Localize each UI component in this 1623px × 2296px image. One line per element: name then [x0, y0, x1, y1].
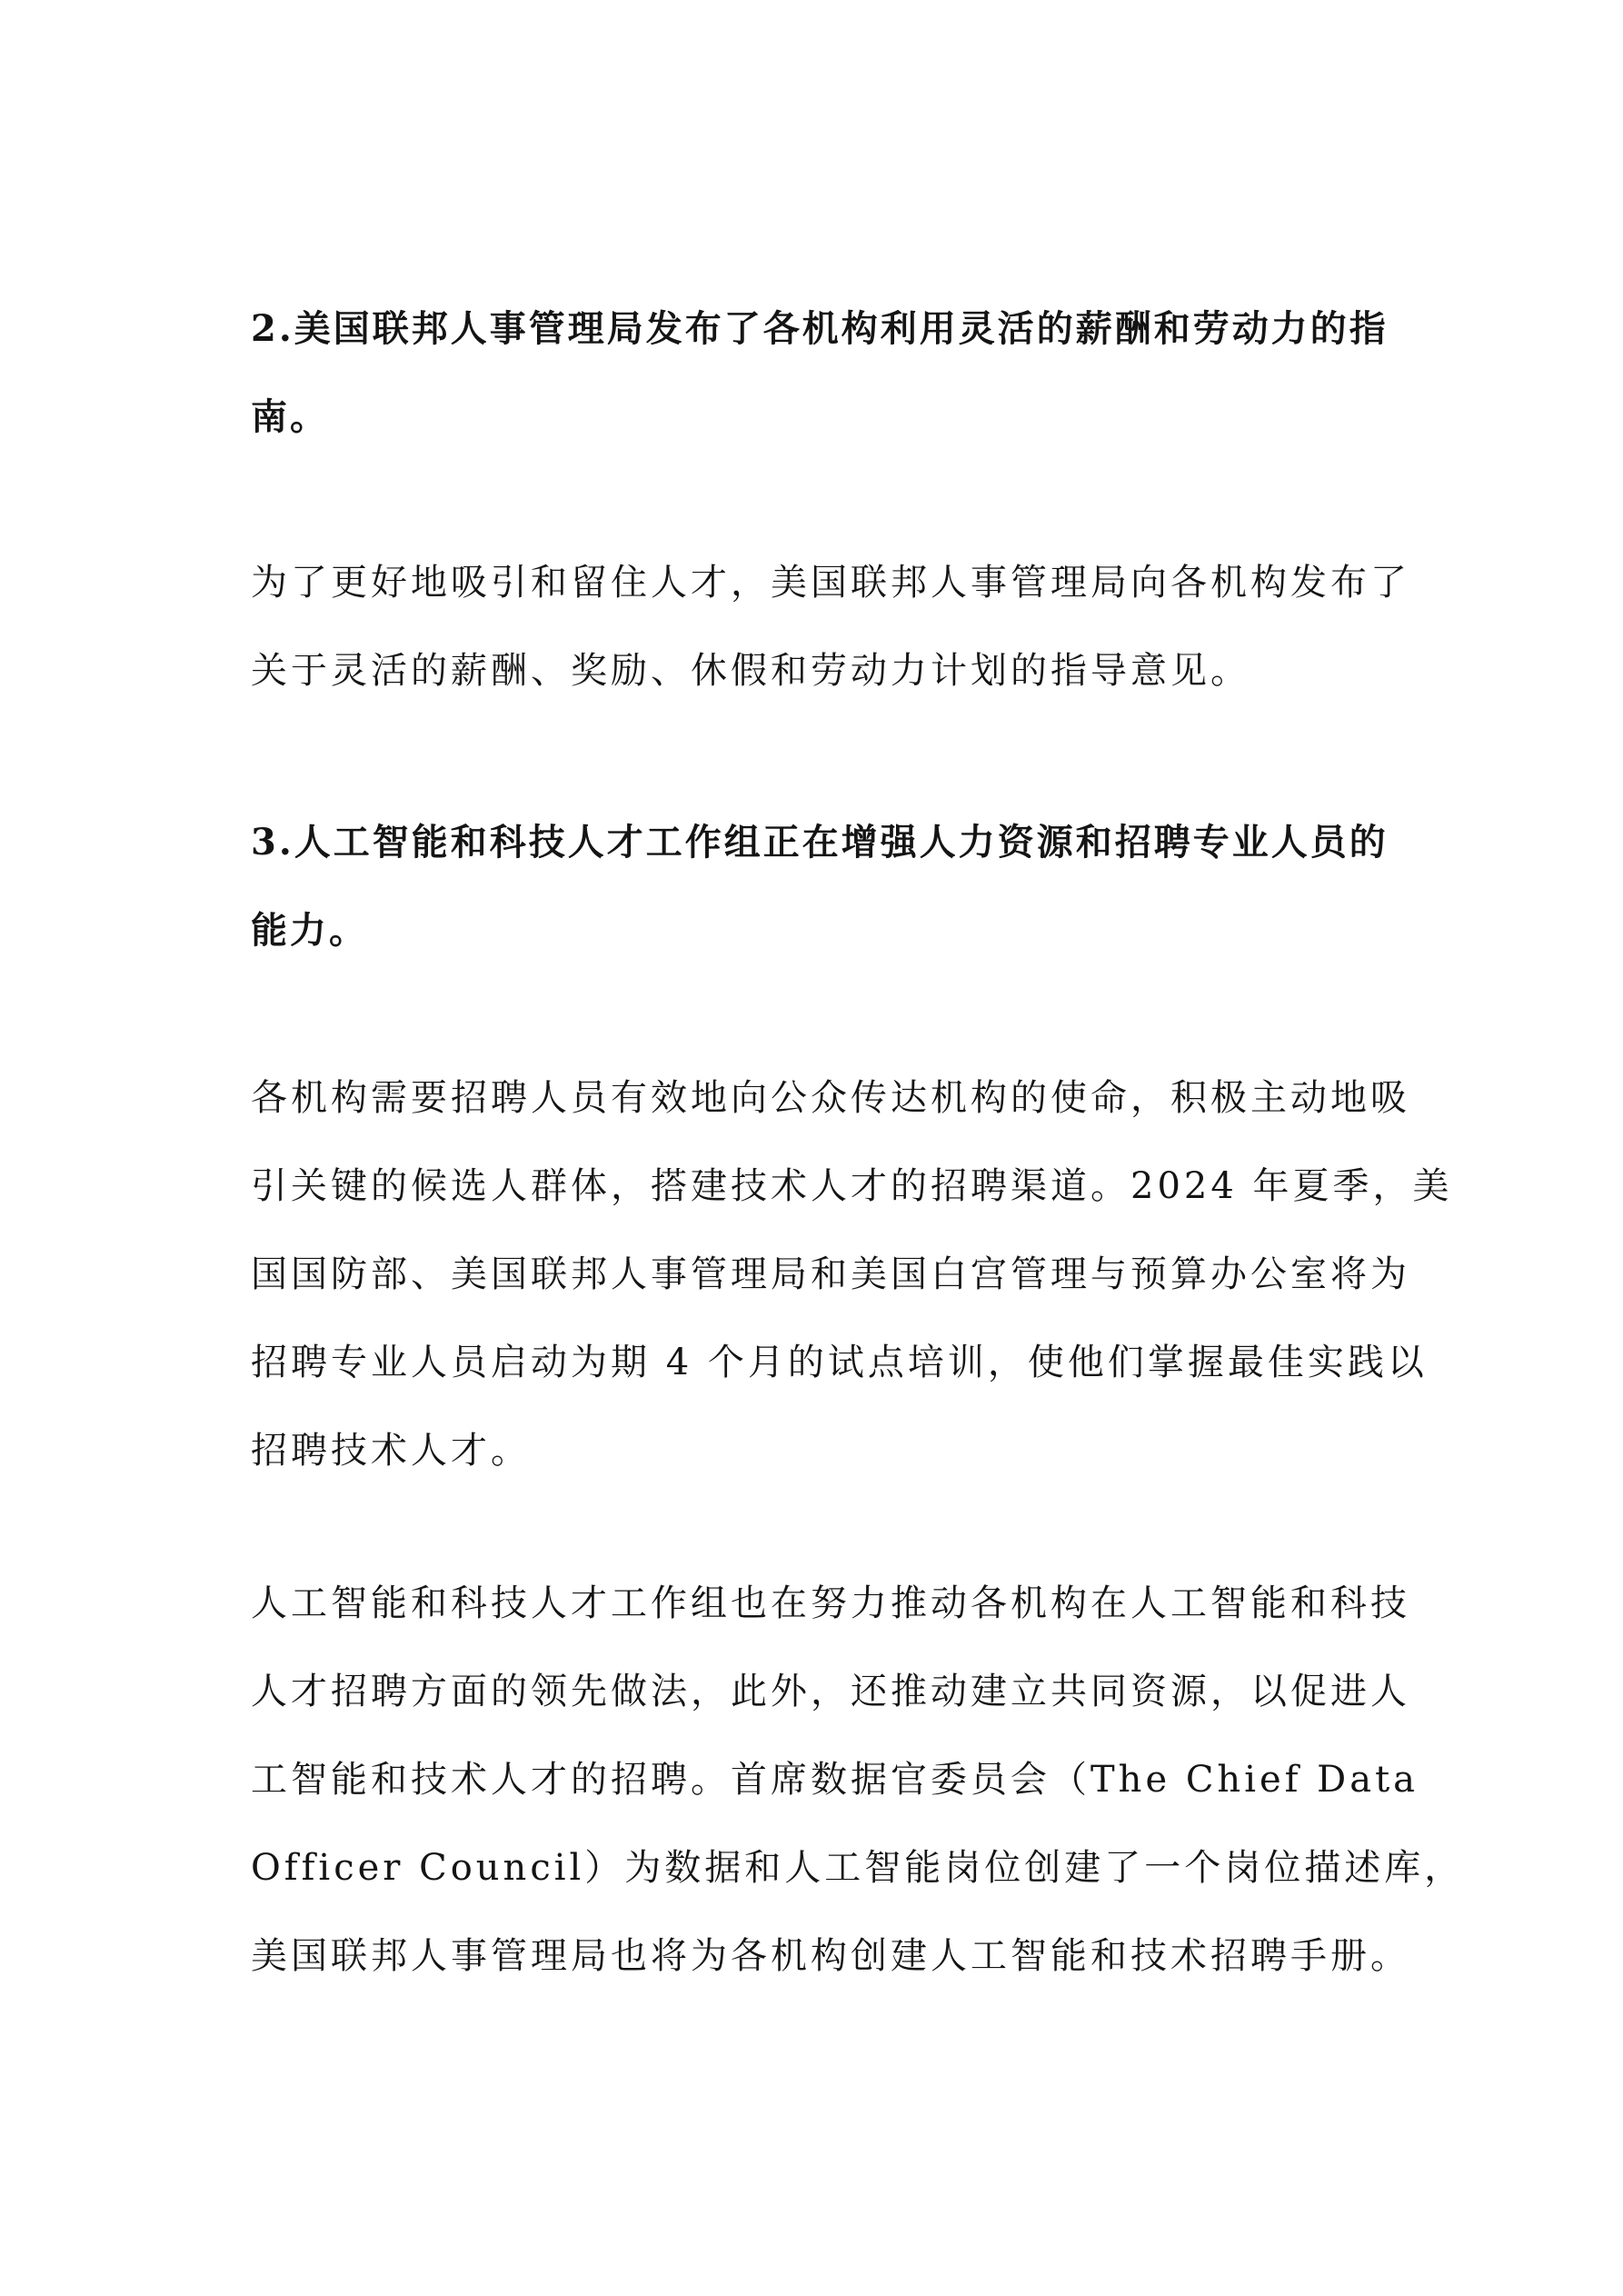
- heading-line: 能力。: [251, 909, 368, 952]
- heading-line: 南。: [251, 395, 329, 438]
- paragraph-line: 工智能和技术人才的招聘。首席数据官委员会（The Chief Data: [251, 1759, 1419, 1801]
- section-heading-2: [251, 285, 1387, 461]
- paragraph-line: 国国防部、美国联邦人事管理局和美国白宫管理与预算办公室将为: [251, 1253, 1410, 1295]
- paragraph-task-force: [251, 1560, 1465, 2001]
- paragraph-recruiters: [251, 1054, 1453, 1495]
- paragraph-line: 引关键的候选人群体，搭建技术人才的招聘渠道。2024 年夏季，美: [251, 1165, 1453, 1207]
- paragraph-line: 招聘专业人员启动为期 4 个月的试点培训，使他们掌握最佳实践以: [251, 1342, 1428, 1383]
- heading-line: 2.美国联邦人事管理局发布了各机构利用灵活的薪酬和劳动力的指: [251, 307, 1389, 350]
- paragraph-line: 关于灵活的薪酬、奖励、休假和劳动力计划的指导意见。: [251, 650, 1250, 692]
- paragraph-line: 人工智能和科技人才工作组也在努力推动各机构在人工智能和科技: [251, 1582, 1410, 1624]
- paragraph-line: 美国联邦人事管理局也将为各机构创建人工智能和技术招聘手册。: [251, 1935, 1410, 1977]
- section-heading-3: [251, 798, 1387, 974]
- paragraph-talent-guidance: [251, 539, 1410, 715]
- paragraph-line: 人才招聘方面的领先做法，此外，还推动建立共同资源，以促进人: [251, 1671, 1410, 1712]
- paragraph-line: Officer Council）为数据和人工智能岗位创建了一个岗位描述库，: [251, 1847, 1465, 1889]
- paragraph-line: 为了更好地吸引和留住人才，美国联邦人事管理局向各机构发布了: [251, 562, 1410, 604]
- heading-line: 3.人工智能和科技人才工作组正在增强人力资源和招聘专业人员的: [251, 821, 1389, 863]
- paragraph-line: 各机构需要招聘人员有效地向公众传达机构的使命，积极主动地吸: [251, 1077, 1410, 1119]
- paragraph-line: 招聘技术人才。: [251, 1430, 531, 1472]
